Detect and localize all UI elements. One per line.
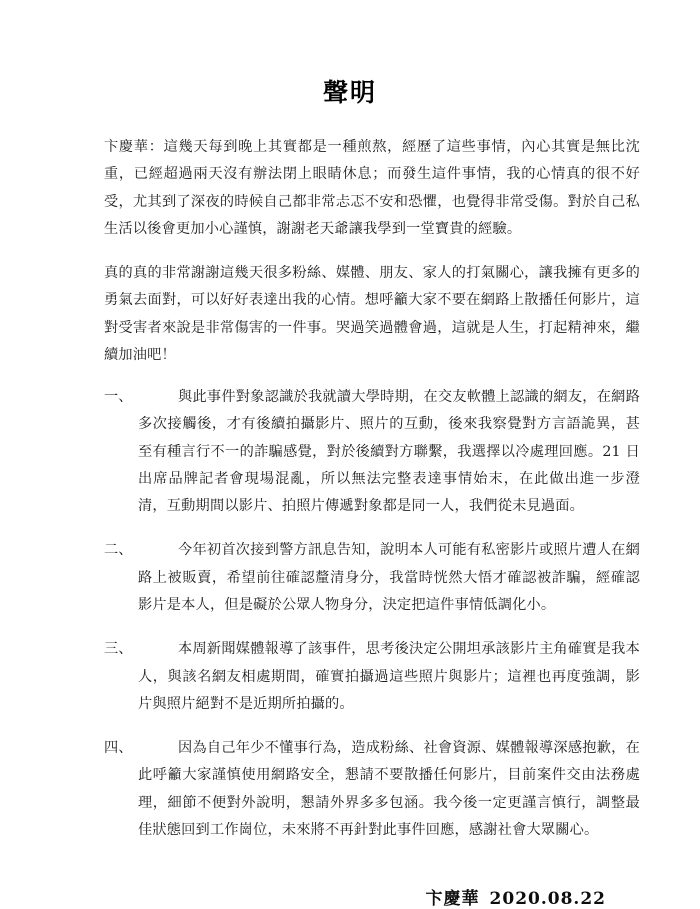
numbered-item-3-text [138, 636, 640, 718]
numbered-item-1-label: 一、 [104, 389, 133, 406]
numbered-item-1 [104, 384, 640, 520]
numbered-item-2 [104, 537, 640, 619]
statement-paragraph-1: 卞慶華：這幾天每到晚上其實都是一種煎熬，經歷了這些事情，內心其實是無比沈重，已經超過兩天沒有辦法閉上眼睛休息；而發生這件事情，我的心情真的很不好受，尤其到了深夜的時候自己都非常忐忑不安和恐懼，也覺得非常受傷。對於自己私生活以後會更加小心謹慎，謝謝老天爺讓我學到一堂寶貴的經驗。 [104, 139, 640, 237]
numbered-item-1-text [138, 384, 640, 520]
numbered-item-2-label: 二、 [104, 542, 133, 559]
numbered-item-3-label: 三、 [104, 641, 133, 658]
numbered-item-2-text [138, 537, 640, 619]
signature-date: 2020.08.22 [489, 889, 606, 909]
numbered-item-4-text [138, 735, 640, 844]
numbered-item-3 [104, 636, 640, 718]
signature-name: 卞慶華 [425, 889, 480, 909]
numbered-item-2-body: 今年初首次接到警方訊息告知，說明本人可能有私密影片或照片遭人在網路上被販賣，希望前往確認釐清身分，我當時恍然大悟才確認被詐騙，經確認影片是本人，但是礙於公眾人物身分，決定把這件事情低調化小。 [138, 542, 640, 613]
numbered-item-1-body: 與此事件對象認識於我就讀大學時期，在交友軟體上認識的網友，在網路多次接觸後，才有後續拍攝影片、照片的互動，後來我察覺對方言語詭異，甚至有種言行不一的詐騙感覺，對於後續對方聯繫，我選擇以冷處理回應。21 日出席品牌記者會現場混亂，所以無法完整表達事情始末，在此做出進一步澄清，互動期間以影片、拍照片傳遞對象都是同一人，我們從未見過面。 [138, 389, 640, 515]
signature-block [104, 884, 640, 909]
numbered-item-4 [104, 735, 640, 844]
numbered-item-4-label: 四、 [104, 740, 133, 757]
statement-paragraph-2: 真的真的非常謝謝這幾天很多粉絲、媒體、朋友、家人的打氣關心，讓我擁有更多的勇氣去面對，可以好好表達出我的心情。想呼籲大家不要在網路上散播任何影片，這對受害者來說是非常傷害的一件事。哭過笑過體會過，這就是人生，打起精神來，繼續加油吧！ [104, 265, 640, 363]
page-title: 聲明 [322, 78, 377, 107]
numbered-item-4-body: 因為自己年少不懂事行為，造成粉絲、社會資源、媒體報導深感抱歉，在此呼籲大家謹慎使用網路安全，懇請不要散播任何影片，目前案件交由法務處理，細節不便對外說明，懇請外界多多包涵。我今後一定更謹言慎行，調整最佳狀態回到工作崗位，未來將不再針對此事件回應，感謝社會大眾關心。 [138, 740, 640, 838]
numbered-item-3-body: 本周新聞媒體報導了該事件，思考後決定公開坦承該影片主角確實是我本人，與該名網友相處期間，確實拍攝過這些照片與影片；這裡也再度強調，影片與照片絕對不是近期所拍攝的。 [138, 641, 640, 712]
